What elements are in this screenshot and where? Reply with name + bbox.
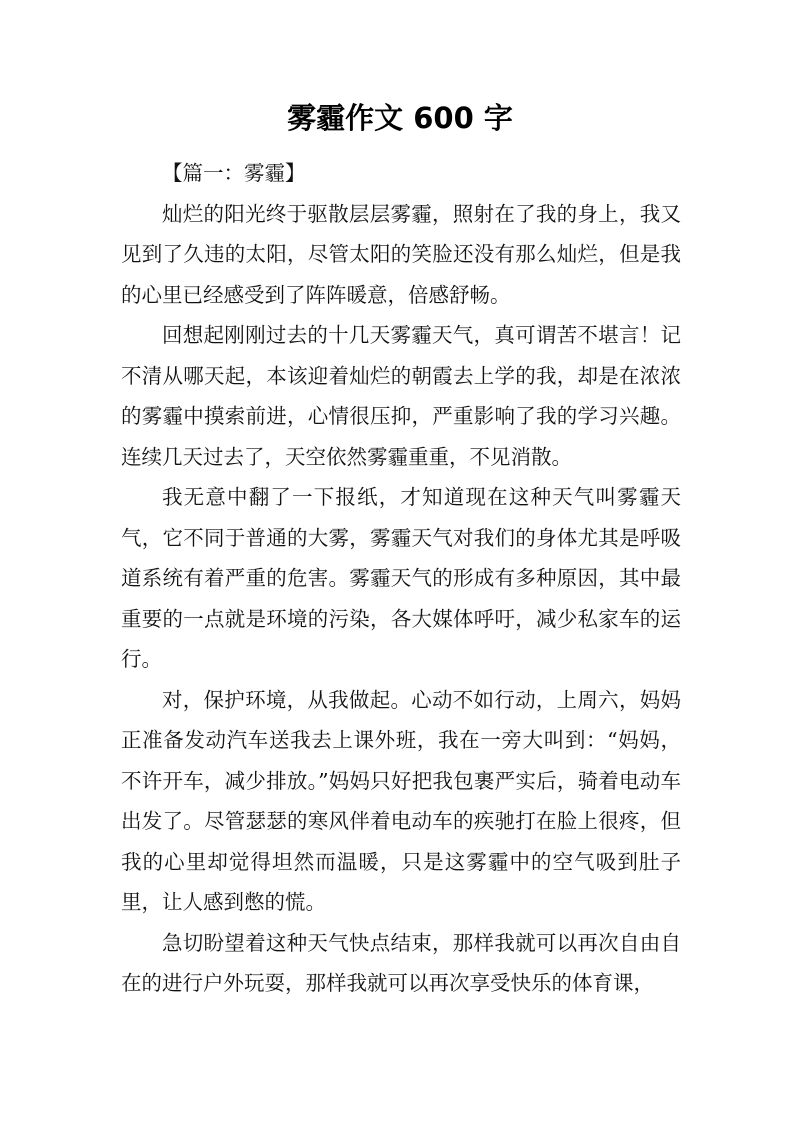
document-body (121, 153, 681, 1004)
paragraph-5: 急切盼望着这种天气快点结束，那样我就可以再次自由自在的进行户外玩耍，那样我就可以再次享受快乐的体育课， (121, 930, 681, 995)
document-title: 雾霾作文 600 字 (287, 101, 513, 135)
section-label: 【篇一：雾霾】 (162, 161, 306, 185)
paragraph-4: 对，保护环境，从我做起。心动不如行动，上周六，妈妈正准备发动汽车送我去上课外班，我在一旁大叫到：“妈妈，不许开车，减少排放。”妈妈只好把我包裹严实后，骑着电动车出发了。尽管瑟瑟的寒风伴着电动车的疾驰打在脸上很疼，但我的心里却觉得坦然而温暖，只是这雾霾中的空气吸到肚子里，让人感到憋的慌。 (121, 687, 681, 914)
paragraph-2: 回想起刚刚过去的十几天雾霾天气，真可谓苦不堪言！记不清从哪天起，本该迎着灿烂的朝霞去上学的我，却是在浓浓的雾霾中摸索前进，心情很压抑，严重影响了我的学习兴趣。连续几天过去了，天空依然雾霾重重，不见消散。 (121, 323, 681, 469)
paragraph-3: 我无意中翻了一下报纸，才知道现在这种天气叫雾霾天气，它不同于普通的大雾，雾霾天气对我们的身体尤其是呼吸道系统有着严重的危害。雾霾天气的形成有多种原因，其中最重要的一点就是环境的污染，各大媒体呼吁，减少私家车的运行。 (121, 485, 681, 671)
paragraph-1: 灿烂的阳光终于驱散层层雾霾，照射在了我的身上，我又见到了久违的太阳，尽管太阳的笑脸还没有那么灿烂，但是我的心里已经感受到了阵阵暖意，倍感舒畅。 (121, 201, 681, 307)
